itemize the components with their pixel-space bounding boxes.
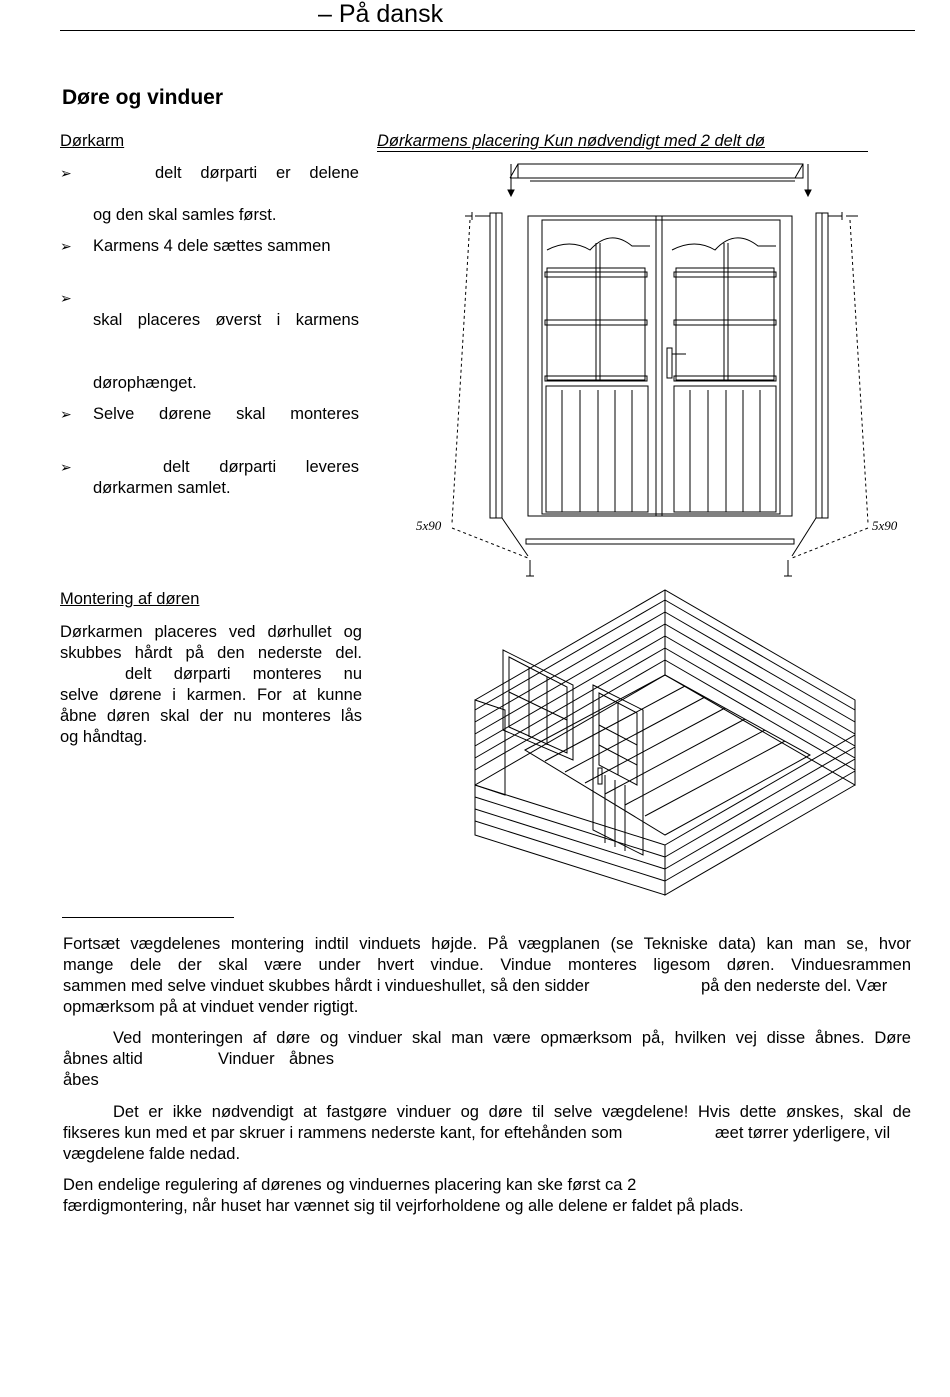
paragraph-4 [63,1175,911,1217]
paragraph-line: Fortsæt vægdelenes montering indtil vinduets højde. På vægplanen (se Tekniske data) kan man se, hvor [63,935,911,953]
section-title: Døre og vinduer [62,86,224,109]
paragraph-segment: åbnes altid [63,1050,143,1068]
header-rule [60,30,915,31]
paragraph-segment: æet tørrer yderligere, vil [715,1124,891,1142]
paragraph-line: Den endelige regulering af dørenes og vinduernes placering kan ske først ca 2 [63,1176,637,1194]
bullet-5-line-2: dørkarmen samlet. [93,479,231,497]
mounting-line: selve dørene i karmen. For at kunne [60,686,362,704]
mounting-line: og håndtag. [60,728,148,746]
bullet-1-line-1: delt dørparti er delene [155,164,359,182]
mounting-line: åbne døren skal der nu monteres lås [60,707,362,725]
paragraph-2 [63,1028,911,1091]
door-frame-figure-heading: Dørkarmens placering Kun nødvendigt med 2 delt dø [377,132,868,152]
bullet-3-line-2: skal placeres øverst i karmens [93,311,359,329]
paragraph-line: mange dele der skal være under hvert vindue. Vindue monteres ligesom døren. Vinduesrammen [63,956,911,974]
paragraph-line: åbes [63,1071,99,1089]
dim-label-right: 5x90 [872,518,898,533]
mounting-heading: Montering af døren [60,590,200,608]
paragraph-line: færdigmontering, når huset har vænnet sig til vejrforholdene og alle delene er faldet på plads. [63,1197,744,1215]
paragraph-line [63,1049,911,1070]
mounting-text [60,622,362,748]
paragraph-line [63,976,911,997]
paragraph-line: Det er ikke nødvendigt at fastgøre vinduer og døre til selve vægdelene! Hvis dette ønskes, skal de [113,1103,911,1121]
paragraph-segment: fikseres kun med et par skruer i rammens nederste kant, for eftehånden som [63,1124,623,1142]
bullet-arrow-icon: ➢ [60,406,72,422]
mounting-line: Dørkarmen placeres ved dørhullet og [60,623,362,641]
dim-label-left: 5x90 [416,518,442,533]
mounting-line: skubbes hårdt på den nederste del. [60,644,362,662]
bullet-2-line-1: Karmens 4 dele sættes sammen [93,237,331,255]
page-header-title: – På dansk [318,0,444,28]
bullet-4-line-1: Selve dørene skal monteres [93,405,359,423]
mounting-line: delt dørparti monteres nu [125,665,362,683]
paragraph-3 [63,1102,911,1165]
paragraph-segment: Vinduer [218,1050,275,1068]
bullet-arrow-icon: ➢ [60,290,72,306]
door-frame-exploded-diagram [410,158,910,583]
paragraph-line [63,1123,911,1144]
paragraph-segment: sammen med selve vinduet skubbes hårdt i vindueshullet, så den sidder [63,977,590,995]
door-frame-heading: Dørkarm [60,132,125,150]
bullet-1-line-2: og den skal samles først. [93,206,277,224]
paragraph-line: Ved monteringen af døre og vinduer skal man være opmærksom på, hvilken vej disse åbnes. Døre [113,1029,911,1047]
bullet-5-line-1: delt dørparti leveres [163,458,359,476]
bullet-arrow-icon: ➢ [60,238,72,254]
paragraph-line: opmærksom på at vinduet vender rigtigt. [63,998,359,1016]
bullet-arrow-icon: ➢ [60,165,72,181]
paragraph-segment: åbnes [289,1050,334,1068]
bullet-arrow-icon: ➢ [60,459,72,475]
paragraph-line: vægdelene falde nedad. [63,1145,241,1163]
house-assembly-diagram [465,585,865,900]
bullet-3-line-3: dørophænget. [93,374,197,392]
paragraph-segment: på den nederste del. Vær [701,977,888,995]
paragraph-1 [63,934,911,1018]
footnote-rule [62,917,234,918]
